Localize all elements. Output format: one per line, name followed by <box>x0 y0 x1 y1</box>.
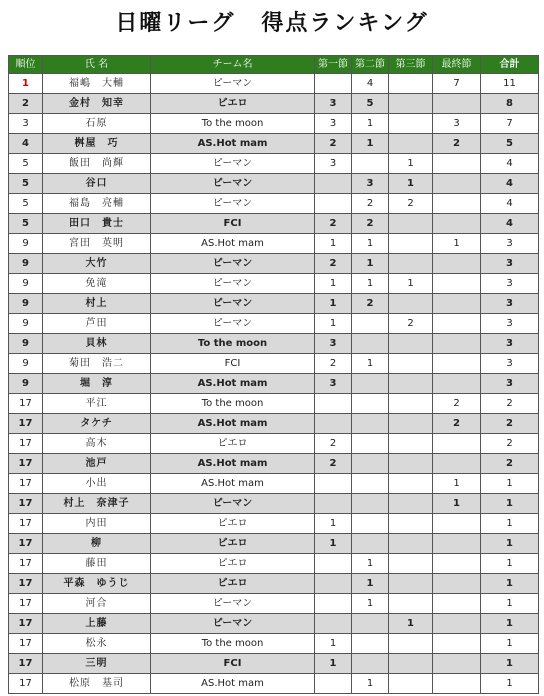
round2-score-cell: 1 <box>352 234 389 254</box>
team-name-cell: ピエロ <box>151 434 315 454</box>
total-score-cell: 4 <box>481 214 539 234</box>
total-score-cell: 5 <box>481 134 539 154</box>
rank-cell: 17 <box>9 554 43 574</box>
player-name-cell: 平江 <box>43 394 151 414</box>
round1-score-cell: 1 <box>315 514 352 534</box>
team-name-cell: AS.Hot mam <box>151 374 315 394</box>
team-name-cell: AS.Hot mam <box>151 414 315 434</box>
total-score-cell: 1 <box>481 574 539 594</box>
round1-score-cell: 1 <box>315 634 352 654</box>
table-row <box>9 214 539 234</box>
rank-cell: 17 <box>9 414 43 434</box>
round3-score-cell <box>389 134 433 154</box>
team-name-cell: ピーマン <box>151 494 315 514</box>
round2-score-cell: 2 <box>352 214 389 234</box>
total-score-cell: 2 <box>481 434 539 454</box>
round2-score-cell <box>352 374 389 394</box>
final-score-cell <box>433 194 481 214</box>
rank-cell: 9 <box>9 334 43 354</box>
team-name-cell: ピーマン <box>151 174 315 194</box>
table-row <box>9 374 539 394</box>
final-score-cell: 7 <box>433 74 481 94</box>
rank-cell: 5 <box>9 194 43 214</box>
player-name-cell: 免滝 <box>43 274 151 294</box>
rank-cell: 9 <box>9 374 43 394</box>
rank-cell: 17 <box>9 634 43 654</box>
round1-score-cell: 2 <box>315 134 352 154</box>
total-score-cell: 11 <box>481 74 539 94</box>
round1-score-cell <box>315 614 352 634</box>
table-row <box>9 134 539 154</box>
team-name-cell: ピーマン <box>151 314 315 334</box>
rank-cell: 5 <box>9 214 43 234</box>
team-name-cell: FCI <box>151 654 315 674</box>
table-row <box>9 74 539 94</box>
rank-cell: 5 <box>9 154 43 174</box>
table-row <box>9 334 539 354</box>
rank-cell: 9 <box>9 274 43 294</box>
total-score-cell: 3 <box>481 254 539 274</box>
round1-score-cell <box>315 674 352 694</box>
player-name-cell: 上藤 <box>43 614 151 634</box>
round3-score-cell <box>389 74 433 94</box>
round3-score-cell <box>389 374 433 394</box>
header-round3: 第三節 <box>389 56 433 74</box>
total-score-cell: 1 <box>481 634 539 654</box>
team-name-cell: ピーマン <box>151 154 315 174</box>
player-name-cell: 藤田 <box>43 554 151 574</box>
round1-score-cell: 1 <box>315 314 352 334</box>
table-row <box>9 534 539 554</box>
final-score-cell <box>433 594 481 614</box>
final-score-cell <box>433 334 481 354</box>
player-name-cell: 菊田 浩二 <box>43 354 151 374</box>
round3-score-cell <box>389 454 433 474</box>
table-row <box>9 354 539 374</box>
round2-score-cell: 1 <box>352 274 389 294</box>
player-name-cell: 金村 知幸 <box>43 94 151 114</box>
round1-score-cell: 1 <box>315 294 352 314</box>
round1-score-cell <box>315 194 352 214</box>
final-score-cell <box>433 254 481 274</box>
rank-cell: 3 <box>9 114 43 134</box>
player-name-cell: 松原 基司 <box>43 674 151 694</box>
round3-score-cell <box>389 414 433 434</box>
team-name-cell: AS.Hot mam <box>151 674 315 694</box>
table-row <box>9 494 539 514</box>
player-name-cell: 小出 <box>43 474 151 494</box>
round1-score-cell: 2 <box>315 354 352 374</box>
round3-score-cell: 2 <box>389 194 433 214</box>
total-score-cell: 1 <box>481 554 539 574</box>
header-team: チーム名 <box>151 56 315 74</box>
rank-cell: 17 <box>9 614 43 634</box>
table-row <box>9 234 539 254</box>
round3-score-cell <box>389 514 433 534</box>
final-score-cell: 2 <box>433 414 481 434</box>
player-name-cell: 桝屋 巧 <box>43 134 151 154</box>
round3-score-cell <box>389 94 433 114</box>
round3-score-cell <box>389 494 433 514</box>
team-name-cell: ピエロ <box>151 94 315 114</box>
rank-cell: 9 <box>9 354 43 374</box>
total-score-cell: 2 <box>481 394 539 414</box>
total-score-cell: 3 <box>481 234 539 254</box>
final-score-cell <box>433 654 481 674</box>
table-row <box>9 434 539 454</box>
rank-cell: 5 <box>9 174 43 194</box>
round2-score-cell <box>352 514 389 534</box>
final-score-cell <box>433 674 481 694</box>
round2-score-cell: 3 <box>352 174 389 194</box>
round2-score-cell: 1 <box>352 354 389 374</box>
player-name-cell: 池戸 <box>43 454 151 474</box>
final-score-cell <box>433 154 481 174</box>
final-score-cell <box>433 174 481 194</box>
table-row <box>9 474 539 494</box>
round3-score-cell <box>389 214 433 234</box>
round3-score-cell <box>389 254 433 274</box>
table-row <box>9 654 539 674</box>
player-name-cell: 宮田 英明 <box>43 234 151 254</box>
final-score-cell <box>433 434 481 454</box>
header-name: 氏 名 <box>43 56 151 74</box>
team-name-cell: AS.Hot mam <box>151 454 315 474</box>
round1-score-cell: 2 <box>315 254 352 274</box>
round2-score-cell: 1 <box>352 114 389 134</box>
header-total: 合計 <box>481 56 539 74</box>
round3-score-cell <box>389 534 433 554</box>
rank-cell: 9 <box>9 294 43 314</box>
team-name-cell: ピーマン <box>151 74 315 94</box>
table-row <box>9 294 539 314</box>
table-row <box>9 174 539 194</box>
round2-score-cell <box>352 414 389 434</box>
rank-cell: 17 <box>9 594 43 614</box>
round1-score-cell <box>315 174 352 194</box>
round2-score-cell <box>352 314 389 334</box>
round3-score-cell: 1 <box>389 154 433 174</box>
round3-score-cell <box>389 554 433 574</box>
table-row <box>9 154 539 174</box>
round3-score-cell <box>389 394 433 414</box>
round2-score-cell: 1 <box>352 594 389 614</box>
round2-score-cell <box>352 334 389 354</box>
round3-score-cell: 2 <box>389 314 433 334</box>
table-row <box>9 574 539 594</box>
team-name-cell: ピエロ <box>151 554 315 574</box>
round2-score-cell <box>352 654 389 674</box>
final-score-cell <box>433 454 481 474</box>
round3-score-cell: 1 <box>389 614 433 634</box>
total-score-cell: 3 <box>481 314 539 334</box>
round1-score-cell: 1 <box>315 654 352 674</box>
round2-score-cell: 1 <box>352 574 389 594</box>
final-score-cell <box>433 274 481 294</box>
round1-score-cell: 3 <box>315 374 352 394</box>
round1-score-cell: 1 <box>315 274 352 294</box>
total-score-cell: 4 <box>481 194 539 214</box>
rank-cell: 17 <box>9 674 43 694</box>
round2-score-cell: 1 <box>352 554 389 574</box>
rank-cell: 9 <box>9 314 43 334</box>
round2-score-cell: 1 <box>352 674 389 694</box>
round3-score-cell <box>389 114 433 134</box>
team-name-cell: ピーマン <box>151 614 315 634</box>
final-score-cell <box>433 294 481 314</box>
round3-score-cell <box>389 674 433 694</box>
rank-cell: 17 <box>9 454 43 474</box>
team-name-cell: AS.Hot mam <box>151 134 315 154</box>
total-score-cell: 3 <box>481 294 539 314</box>
team-name-cell: To the moon <box>151 334 315 354</box>
table-row <box>9 594 539 614</box>
round2-score-cell: 1 <box>352 134 389 154</box>
total-score-cell: 8 <box>481 94 539 114</box>
round3-score-cell <box>389 654 433 674</box>
rank-cell: 2 <box>9 94 43 114</box>
table-row <box>9 674 539 694</box>
team-name-cell: To the moon <box>151 634 315 654</box>
team-name-cell: FCI <box>151 354 315 374</box>
final-score-cell: 2 <box>433 134 481 154</box>
player-name-cell: 石原 <box>43 114 151 134</box>
total-score-cell: 3 <box>481 354 539 374</box>
team-name-cell: AS.Hot mam <box>151 234 315 254</box>
header-round2: 第二節 <box>352 56 389 74</box>
round2-score-cell <box>352 534 389 554</box>
team-name-cell: ピーマン <box>151 594 315 614</box>
round1-score-cell: 3 <box>315 94 352 114</box>
final-score-cell <box>433 574 481 594</box>
round2-score-cell <box>352 474 389 494</box>
player-name-cell: 三明 <box>43 654 151 674</box>
round2-score-cell <box>352 614 389 634</box>
table-row <box>9 254 539 274</box>
table-row <box>9 454 539 474</box>
total-score-cell: 3 <box>481 374 539 394</box>
team-name-cell: ピエロ <box>151 574 315 594</box>
round2-score-cell <box>352 434 389 454</box>
final-score-cell <box>433 94 481 114</box>
player-name-cell: 谷口 <box>43 174 151 194</box>
total-score-cell: 1 <box>481 594 539 614</box>
final-score-cell <box>433 314 481 334</box>
final-score-cell: 1 <box>433 234 481 254</box>
final-score-cell <box>433 634 481 654</box>
table-row <box>9 514 539 534</box>
team-name-cell: ピエロ <box>151 534 315 554</box>
round3-score-cell <box>389 574 433 594</box>
rank-cell: 17 <box>9 474 43 494</box>
player-name-cell: 柳 <box>43 534 151 554</box>
round1-score-cell <box>315 414 352 434</box>
round1-score-cell: 2 <box>315 434 352 454</box>
total-score-cell: 1 <box>481 654 539 674</box>
round1-score-cell <box>315 554 352 574</box>
round1-score-cell: 3 <box>315 334 352 354</box>
team-name-cell: To the moon <box>151 394 315 414</box>
round1-score-cell: 3 <box>315 154 352 174</box>
round1-score-cell <box>315 574 352 594</box>
total-score-cell: 2 <box>481 454 539 474</box>
rank-cell: 17 <box>9 394 43 414</box>
final-score-cell <box>433 514 481 534</box>
team-name-cell: ピーマン <box>151 194 315 214</box>
table-header <box>9 56 539 74</box>
total-score-cell: 1 <box>481 614 539 634</box>
final-score-cell <box>433 214 481 234</box>
final-score-cell <box>433 374 481 394</box>
table-row <box>9 114 539 134</box>
team-name-cell: ピエロ <box>151 514 315 534</box>
round3-score-cell <box>389 294 433 314</box>
round1-score-cell: 1 <box>315 534 352 554</box>
round2-score-cell <box>352 634 389 654</box>
player-name-cell: 村上 奈津子 <box>43 494 151 514</box>
total-score-cell: 4 <box>481 154 539 174</box>
round3-score-cell: 1 <box>389 274 433 294</box>
ranking-table <box>8 55 539 694</box>
total-score-cell: 2 <box>481 414 539 434</box>
player-name-cell: 芦田 <box>43 314 151 334</box>
total-score-cell: 7 <box>481 114 539 134</box>
round2-score-cell <box>352 494 389 514</box>
total-score-cell: 1 <box>481 514 539 534</box>
player-name-cell: 田口 貴士 <box>43 214 151 234</box>
round1-score-cell <box>315 474 352 494</box>
table-body <box>9 74 539 694</box>
round2-score-cell: 1 <box>352 254 389 274</box>
player-name-cell: 村上 <box>43 294 151 314</box>
rank-cell: 9 <box>9 254 43 274</box>
team-name-cell: AS.Hot mam <box>151 474 315 494</box>
round2-score-cell <box>352 454 389 474</box>
round2-score-cell: 4 <box>352 74 389 94</box>
rank-cell: 17 <box>9 514 43 534</box>
total-score-cell: 1 <box>481 674 539 694</box>
table-row <box>9 634 539 654</box>
team-name-cell: ピーマン <box>151 294 315 314</box>
total-score-cell: 4 <box>481 174 539 194</box>
rank-cell: 17 <box>9 534 43 554</box>
total-score-cell: 3 <box>481 274 539 294</box>
round1-score-cell <box>315 594 352 614</box>
rank-cell: 17 <box>9 654 43 674</box>
final-score-cell: 2 <box>433 394 481 414</box>
rank-cell: 9 <box>9 234 43 254</box>
round2-score-cell: 5 <box>352 94 389 114</box>
table-row <box>9 194 539 214</box>
round1-score-cell <box>315 74 352 94</box>
final-score-cell <box>433 614 481 634</box>
table-row <box>9 394 539 414</box>
round3-score-cell: 1 <box>389 174 433 194</box>
rank-cell: 4 <box>9 134 43 154</box>
round1-score-cell: 2 <box>315 214 352 234</box>
table-row <box>9 94 539 114</box>
table-row <box>9 314 539 334</box>
player-name-cell: 高木 <box>43 434 151 454</box>
total-score-cell: 3 <box>481 334 539 354</box>
title-sub: 得点ランキング <box>261 11 429 36</box>
player-name-cell: 飯田 尚輝 <box>43 154 151 174</box>
table-row <box>9 614 539 634</box>
round1-score-cell: 3 <box>315 114 352 134</box>
round1-score-cell: 2 <box>315 454 352 474</box>
player-name-cell: 平森 ゆうじ <box>43 574 151 594</box>
header-rank: 順位 <box>9 56 43 74</box>
final-score-cell: 1 <box>433 474 481 494</box>
round3-score-cell <box>389 334 433 354</box>
final-score-cell: 1 <box>433 494 481 514</box>
rank-cell: 1 <box>9 74 43 94</box>
team-name-cell: FCI <box>151 214 315 234</box>
round3-score-cell <box>389 354 433 374</box>
final-score-cell <box>433 554 481 574</box>
total-score-cell: 1 <box>481 494 539 514</box>
title-main: 日曜リーグ <box>115 11 236 36</box>
round2-score-cell: 2 <box>352 294 389 314</box>
round1-score-cell: 1 <box>315 234 352 254</box>
table-row <box>9 554 539 574</box>
total-score-cell: 1 <box>481 534 539 554</box>
header-round1: 第一節 <box>315 56 352 74</box>
final-score-cell <box>433 354 481 374</box>
page-title <box>0 6 544 37</box>
team-name-cell: ピーマン <box>151 254 315 274</box>
round2-score-cell <box>352 154 389 174</box>
table-row <box>9 414 539 434</box>
team-name-cell: ピーマン <box>151 274 315 294</box>
round3-score-cell <box>389 234 433 254</box>
player-name-cell: 大竹 <box>43 254 151 274</box>
player-name-cell: 松永 <box>43 634 151 654</box>
round3-score-cell <box>389 634 433 654</box>
round2-score-cell <box>352 394 389 414</box>
final-score-cell: 3 <box>433 114 481 134</box>
round2-score-cell: 2 <box>352 194 389 214</box>
round3-score-cell <box>389 434 433 454</box>
rank-cell: 17 <box>9 494 43 514</box>
header-final: 最終節 <box>433 56 481 74</box>
player-name-cell: 福島 亮輔 <box>43 194 151 214</box>
team-name-cell: To the moon <box>151 114 315 134</box>
final-score-cell <box>433 534 481 554</box>
total-score-cell: 1 <box>481 474 539 494</box>
player-name-cell: 堀 淳 <box>43 374 151 394</box>
player-name-cell: 貝林 <box>43 334 151 354</box>
player-name-cell: タケチ <box>43 414 151 434</box>
round3-score-cell <box>389 474 433 494</box>
player-name-cell: 福嶋 大輔 <box>43 74 151 94</box>
player-name-cell: 内田 <box>43 514 151 534</box>
round1-score-cell <box>315 494 352 514</box>
round1-score-cell <box>315 394 352 414</box>
rank-cell: 17 <box>9 574 43 594</box>
table-row <box>9 274 539 294</box>
player-name-cell: 河合 <box>43 594 151 614</box>
rank-cell: 17 <box>9 434 43 454</box>
round3-score-cell <box>389 594 433 614</box>
